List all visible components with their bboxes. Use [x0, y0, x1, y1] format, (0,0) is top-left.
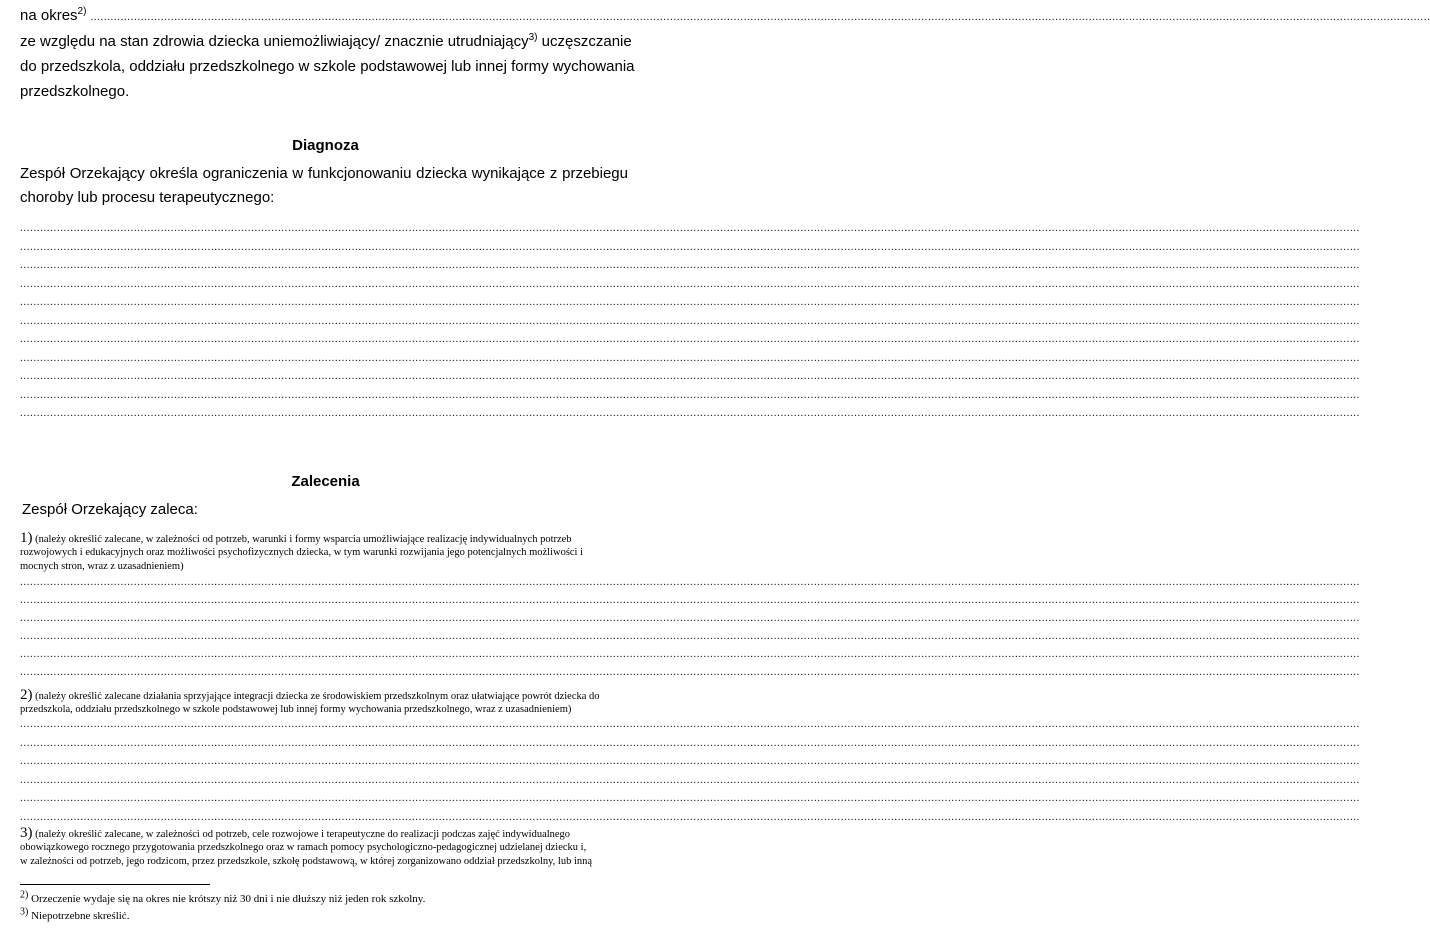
diagnoza-fill-line: ................................................................................................................................................................................................................................................................................................................................................................................................................	[20, 222, 1360, 234]
item3-line-2: obowiązkowego rocznego przygotowania przedszkolnego oraz w ramach pomocy psychologiczno-pedagogicznej udzielanej dziecku i,	[20, 842, 587, 853]
diagnoza-fill-line: ................................................................................................................................................................................................................................................................................................................................................................................................................	[20, 314, 1360, 327]
diagnoza-fill-line: ................................................................................................................................................................................................................................................................................................................................................................................................................	[20, 388, 1360, 401]
period-line	[20, 4, 1430, 29]
item2-fill-line: ................................................................................................................................................................................................................................................................................................................................................................................................................	[20, 773, 1360, 786]
item1-number: 1)	[20, 530, 33, 546]
diagnoza-fill-line: ................................................................................................................................................................................................................................................................................................................................................................................................................	[20, 259, 1360, 271]
item2-fill-line: ................................................................................................................................................................................................................................................................................................................................................................................................................	[20, 792, 1360, 804]
period-label: na okres	[20, 7, 78, 24]
item2-fill-line: ................................................................................................................................................................................................................................................................................................................................................................................................................	[20, 755, 1360, 767]
diagnoza-fill-line: ................................................................................................................................................................................................................................................................................................................................................................................................................	[20, 296, 1360, 308]
diagnoza-line-1: Zespół Orzekający określa ograniczenia w funkcjonowaniu dziecka wynikające z przebiegu	[20, 165, 628, 182]
item1-fill-line: ................................................................................................................................................................................................................................................................................................................................................................................................................	[20, 576, 1360, 588]
diagnoza-fill-line: ................................................................................................................................................................................................................................................................................................................................................................................................................	[20, 277, 1360, 290]
item2-fill-line: ................................................................................................................................................................................................................................................................................................................................................................................................................	[20, 718, 1360, 730]
zalecenia-heading: Zalecenia	[291, 473, 360, 490]
diagnoza-line-2: choroby lub procesu terapeutycznego:	[20, 189, 275, 206]
diagnoza-fill-line: ................................................................................................................................................................................................................................................................................................................................................................................................................	[20, 240, 1360, 253]
item3-number: 3)	[20, 825, 33, 841]
footnote-ref-3: 3)	[528, 32, 538, 43]
intro-line-4: przedszkolnego.	[20, 83, 130, 100]
item1-fill-line: ................................................................................................................................................................................................................................................................................................................................................................................................................	[20, 612, 1360, 624]
item1-fill-line: ................................................................................................................................................................................................................................................................................................................................................................................................................	[20, 630, 1360, 642]
intro-line-3: do przedszkola, oddziału przedszkolnego w szkole podstawowej lub innej formy wychowania	[20, 58, 635, 75]
zalecenia-intro: Zespół Orzekający zaleca:	[22, 501, 198, 518]
item2-number: 2)	[20, 687, 33, 703]
diagnoza-fill-line: ................................................................................................................................................................................................................................................................................................................................................................................................................	[20, 370, 1360, 382]
footnote-2: 2) Orzeczenie wydaje się na okres nie krótszy niż 30 dni i nie dłuższy niż jeden rok szkolny.	[20, 889, 426, 905]
item2-line-2: przedszkola, oddziału przedszkolnego w szkole podstawowej lub innej formy wychowania przedszkolnego, wraz z uzasadnieniem)	[20, 704, 572, 715]
item1-fill-line: ................................................................................................................................................................................................................................................................................................................................................................................................................	[20, 666, 1360, 678]
footnote-3: 3) Niepotrzebne skreślić.	[20, 906, 130, 922]
item2-line-1: 2) (należy określić zalecane działania sprzyjające integracji dziecka ze środowiskiem przedszkolnym oraz ułatwiające powrót dziecka do	[20, 687, 600, 703]
item3-line-3: w zależności od potrzeb, jego rodzicom, przez przedszkole, szkołę podstawową, w której zorganizowano oddział przedszkolny, lub inną	[20, 856, 593, 867]
item2-fill-line: ................................................................................................................................................................................................................................................................................................................................................................................................................	[20, 736, 1360, 749]
item1-fill-line: ................................................................................................................................................................................................................................................................................................................................................................................................................	[20, 648, 1360, 660]
footnote-separator	[20, 884, 210, 885]
diagnoza-heading: Diagnoza	[292, 137, 359, 154]
diagnoza-fill-line: ................................................................................................................................................................................................................................................................................................................................................................................................................	[20, 351, 1360, 364]
footnote-ref-2: 2)	[77, 6, 87, 17]
item1-line-2: rozwojowych i edukacyjnych oraz możliwości psychofizycznych dziecka, w tym warunki rozwijania jego potencjalnych możliwości i	[20, 547, 584, 558]
item1-fill-line: ................................................................................................................................................................................................................................................................................................................................................................................................................	[20, 594, 1360, 606]
intro-line-2: ze względu na stan zdrowia dziecka uniemożliwiający/ znacznie utrudniający$^{3)}$ uczęszczanie	[20, 32, 632, 50]
period-fill-line: ................................................................................................................................................................................................................................................................................................................................................................................................................	[90, 11, 1430, 23]
item3-line-1: 3) (należy określić zalecane, w zależności od potrzeb, cele rozwojowe i terapeutyczne do realizacji podczas zajęć indywidualnego	[20, 825, 571, 841]
item1-line-3: mocnych stron, wraz z uzasadnieniem)	[20, 561, 184, 572]
item2-fill-line: ................................................................................................................................................................................................................................................................................................................................................................................................................	[20, 810, 1360, 823]
diagnoza-fill-line: ................................................................................................................................................................................................................................................................................................................................................................................................................	[20, 333, 1360, 345]
item1-line-1: 1) (należy określić zalecane, w zależności od potrzeb, warunki i formy wsparcia umożliwiające realizację indywidualnych potrzeb	[20, 530, 572, 546]
diagnoza-fill-line: ................................................................................................................................................................................................................................................................................................................................................................................................................	[20, 407, 1360, 419]
